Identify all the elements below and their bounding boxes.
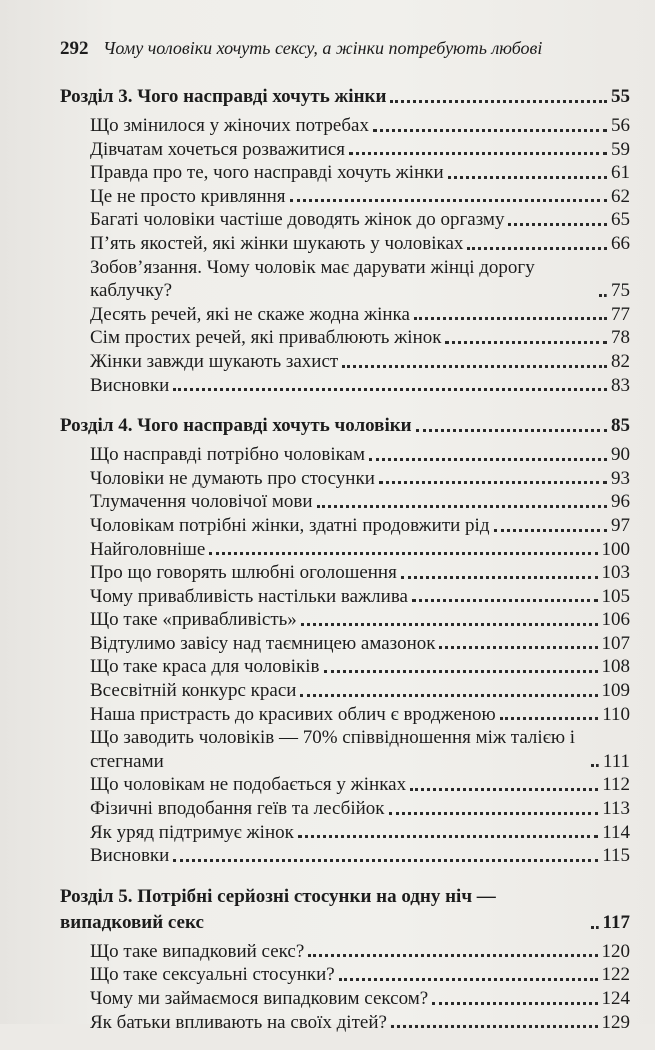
dot-leader — [298, 835, 598, 838]
chapter-page: 117 — [602, 911, 630, 933]
toc-entry — [60, 797, 630, 821]
dot-leader — [373, 129, 607, 132]
entry-title: Наша пристрасть до красивих облич є вродженою — [90, 703, 496, 725]
entry-title: Сім простих речей, які приваблюють жінок — [90, 327, 442, 349]
entry-title: Що насправді потрібно чоловікам — [90, 444, 365, 466]
entry-title: Зобов’язання. Чому чоловік має дарувати жінці дорогу каблучку? — [90, 256, 535, 302]
dot-leader — [445, 341, 607, 344]
chapter-title: Розділ 5. Потрібні серйозні стосунки на одну ніч — випадковий секс — [60, 885, 496, 933]
toc-section — [60, 84, 630, 397]
chapter-page: 85 — [611, 415, 630, 437]
toc-entry — [60, 161, 630, 185]
entry-page: 115 — [602, 845, 630, 867]
toc-entry — [60, 114, 630, 138]
dot-leader — [349, 152, 607, 155]
entry-page: 108 — [601, 656, 630, 678]
toc-entry — [60, 256, 630, 303]
toc-section — [60, 413, 630, 868]
dot-leader — [508, 223, 607, 226]
entry-page: 100 — [601, 538, 630, 560]
entry-title: Про що говорять шлюбні оголошення — [90, 562, 397, 584]
toc-entry — [60, 679, 630, 703]
entry-page: 56 — [611, 115, 630, 136]
entry-title: Правда про те, чого насправді хочуть жінки — [90, 162, 444, 184]
entry-page: 112 — [602, 774, 630, 796]
entry-title: Що чоловікам не подобається у жінках — [90, 774, 407, 796]
toc-entry — [60, 987, 630, 1011]
dot-leader — [414, 317, 607, 320]
dot-leader — [410, 788, 598, 791]
dot-leader — [412, 599, 598, 602]
entry-page: 65 — [611, 209, 630, 231]
entry-page: 103 — [601, 562, 630, 584]
dot-leader — [342, 365, 607, 368]
dot-leader — [173, 388, 607, 391]
entry-page: 114 — [602, 821, 630, 843]
entry-page: 66 — [611, 232, 630, 254]
dot-leader — [369, 458, 607, 461]
running-title: Чому чоловіки хочуть сексу, а жінки потребують любові — [103, 38, 543, 58]
entry-title: Чому привабливість настільки важлива — [90, 585, 408, 607]
entry-page: 96 — [611, 491, 630, 513]
entry-page: 111 — [602, 750, 630, 772]
dot-leader — [308, 954, 597, 957]
dot-leader — [401, 576, 598, 579]
chapter-heading — [60, 884, 630, 936]
entry-title: Що таке «привабливість» — [90, 609, 297, 631]
dot-leader — [339, 978, 598, 981]
entry-page: 122 — [601, 964, 630, 986]
entry-title: Як уряд підтримує жінок — [90, 821, 294, 843]
entry-page: 61 — [611, 162, 630, 184]
entry-title: Дівчатам хочеться розважитися — [90, 138, 345, 160]
entry-title: Фізичні вподобання геїв та лесбійок — [90, 798, 385, 820]
toc-entry — [60, 655, 630, 679]
dot-leader — [389, 812, 599, 815]
dot-leader — [500, 717, 598, 720]
entry-page: 124 — [601, 988, 630, 1009]
toc-entry — [60, 963, 630, 987]
entry-title: Що таке сексуальні стосунки? — [90, 964, 335, 986]
entry-page: 107 — [601, 632, 630, 654]
toc-entry — [60, 561, 630, 585]
toc-entry — [60, 490, 630, 514]
entry-title: Це не просто кривляння — [90, 185, 286, 207]
toc-entry — [60, 514, 630, 538]
entry-page: 106 — [601, 609, 630, 631]
entry-page: 59 — [611, 138, 630, 160]
entry-page: 120 — [601, 940, 630, 962]
toc-entry — [60, 632, 630, 656]
entry-title: Найголовніше — [90, 538, 206, 560]
entry-page: 75 — [611, 280, 630, 302]
chapter-title: Розділ 4. Чого насправді хочуть чоловіки — [60, 415, 412, 437]
dot-leader — [317, 505, 607, 508]
toc-entry — [60, 726, 630, 773]
dot-leader — [390, 100, 607, 103]
entry-page: 62 — [611, 185, 630, 207]
dot-leader — [324, 670, 598, 673]
entry-page: 110 — [602, 703, 630, 725]
chapter-title: Розділ 3. Чого насправді хочуть жінки — [60, 86, 387, 107]
dot-leader — [391, 1025, 598, 1028]
entry-page: 77 — [611, 303, 630, 325]
toc-entry — [60, 443, 630, 467]
entry-title: Чоловікам потрібні жінки, здатні продовжити рід — [90, 514, 490, 536]
toc-entry — [60, 703, 630, 727]
dot-leader — [599, 294, 607, 297]
dot-leader — [290, 199, 607, 202]
toc-entry — [60, 374, 630, 398]
entry-page: 93 — [611, 467, 630, 489]
entry-page: 83 — [611, 374, 630, 396]
toc-entry — [60, 326, 630, 350]
toc-entry — [60, 844, 630, 868]
dot-leader — [494, 529, 608, 532]
entry-page: 90 — [611, 444, 630, 466]
toc-entry — [60, 138, 630, 162]
entry-page: 109 — [601, 680, 630, 702]
entry-page: 97 — [611, 514, 630, 536]
entry-page: 113 — [602, 798, 630, 820]
table-of-contents — [60, 84, 630, 1050]
toc-entry — [60, 608, 630, 632]
entry-title: Багаті чоловіки частіше доводять жінок до оргазму — [90, 209, 505, 231]
dot-leader — [439, 646, 597, 649]
entry-page: 78 — [611, 327, 630, 349]
toc-entry — [60, 185, 630, 209]
entry-title: Що змінилося у жіночих потребах — [90, 115, 369, 136]
entry-title: Що таке краса для чоловіків — [90, 656, 320, 678]
dot-leader — [416, 429, 607, 432]
dot-leader — [448, 176, 607, 179]
chapter-heading — [60, 413, 630, 439]
page-header — [60, 38, 620, 60]
dot-leader — [432, 1002, 597, 1005]
toc-entry — [60, 467, 630, 491]
entry-page: 105 — [601, 585, 630, 607]
entry-title: Чому ми займаємося випадковим сексом? — [90, 988, 429, 1009]
chapter-page: 55 — [611, 86, 630, 107]
toc-entry — [60, 585, 630, 609]
entry-title: Що таке випадковий секс? — [90, 940, 305, 962]
dot-leader — [379, 481, 607, 484]
entry-title: Висновки — [90, 374, 170, 396]
entry-title: Жінки завжди шукають захист — [90, 350, 339, 372]
dot-leader — [467, 247, 607, 250]
toc-entry — [60, 232, 630, 256]
toc-entry — [60, 773, 630, 797]
toc-entry — [60, 350, 630, 374]
entry-title: Чоловіки не думають про стосунки — [90, 467, 375, 489]
toc-entry — [60, 208, 630, 232]
dot-leader — [300, 694, 597, 697]
entry-title: Тлумачення чоловічої мови — [90, 491, 313, 513]
entry-page: 82 — [611, 350, 630, 372]
entry-title: Відтулимо завісу над таємницею амазонок — [90, 632, 436, 654]
toc-entry — [60, 821, 630, 845]
toc-section — [60, 884, 630, 1034]
dot-leader — [591, 764, 599, 767]
entry-title: Висновки — [90, 845, 170, 867]
toc-entry — [60, 538, 630, 562]
entry-title: Що заводить чоловіків — 70% співвідношення між талією і стегнами — [90, 727, 576, 772]
entry-title: Всесвітній конкурс краси — [90, 680, 297, 702]
dot-leader — [209, 552, 597, 555]
chapter-heading — [60, 84, 630, 110]
entry-title: П’ять якостей, які жінки шукають у чоловіках — [90, 232, 464, 254]
entry-title: Як батьки впливають на своїх дітей? — [90, 1011, 387, 1033]
entry-title: Десять речей, які не скаже жодна жінка — [90, 303, 410, 325]
toc-entry — [60, 1011, 630, 1035]
entry-page: 129 — [601, 1011, 630, 1033]
toc-entry — [60, 303, 630, 327]
dot-leader — [301, 623, 598, 626]
dot-leader — [591, 926, 599, 929]
toc-entry — [60, 940, 630, 964]
dot-leader — [173, 859, 598, 862]
page-number: 292 — [60, 38, 89, 59]
